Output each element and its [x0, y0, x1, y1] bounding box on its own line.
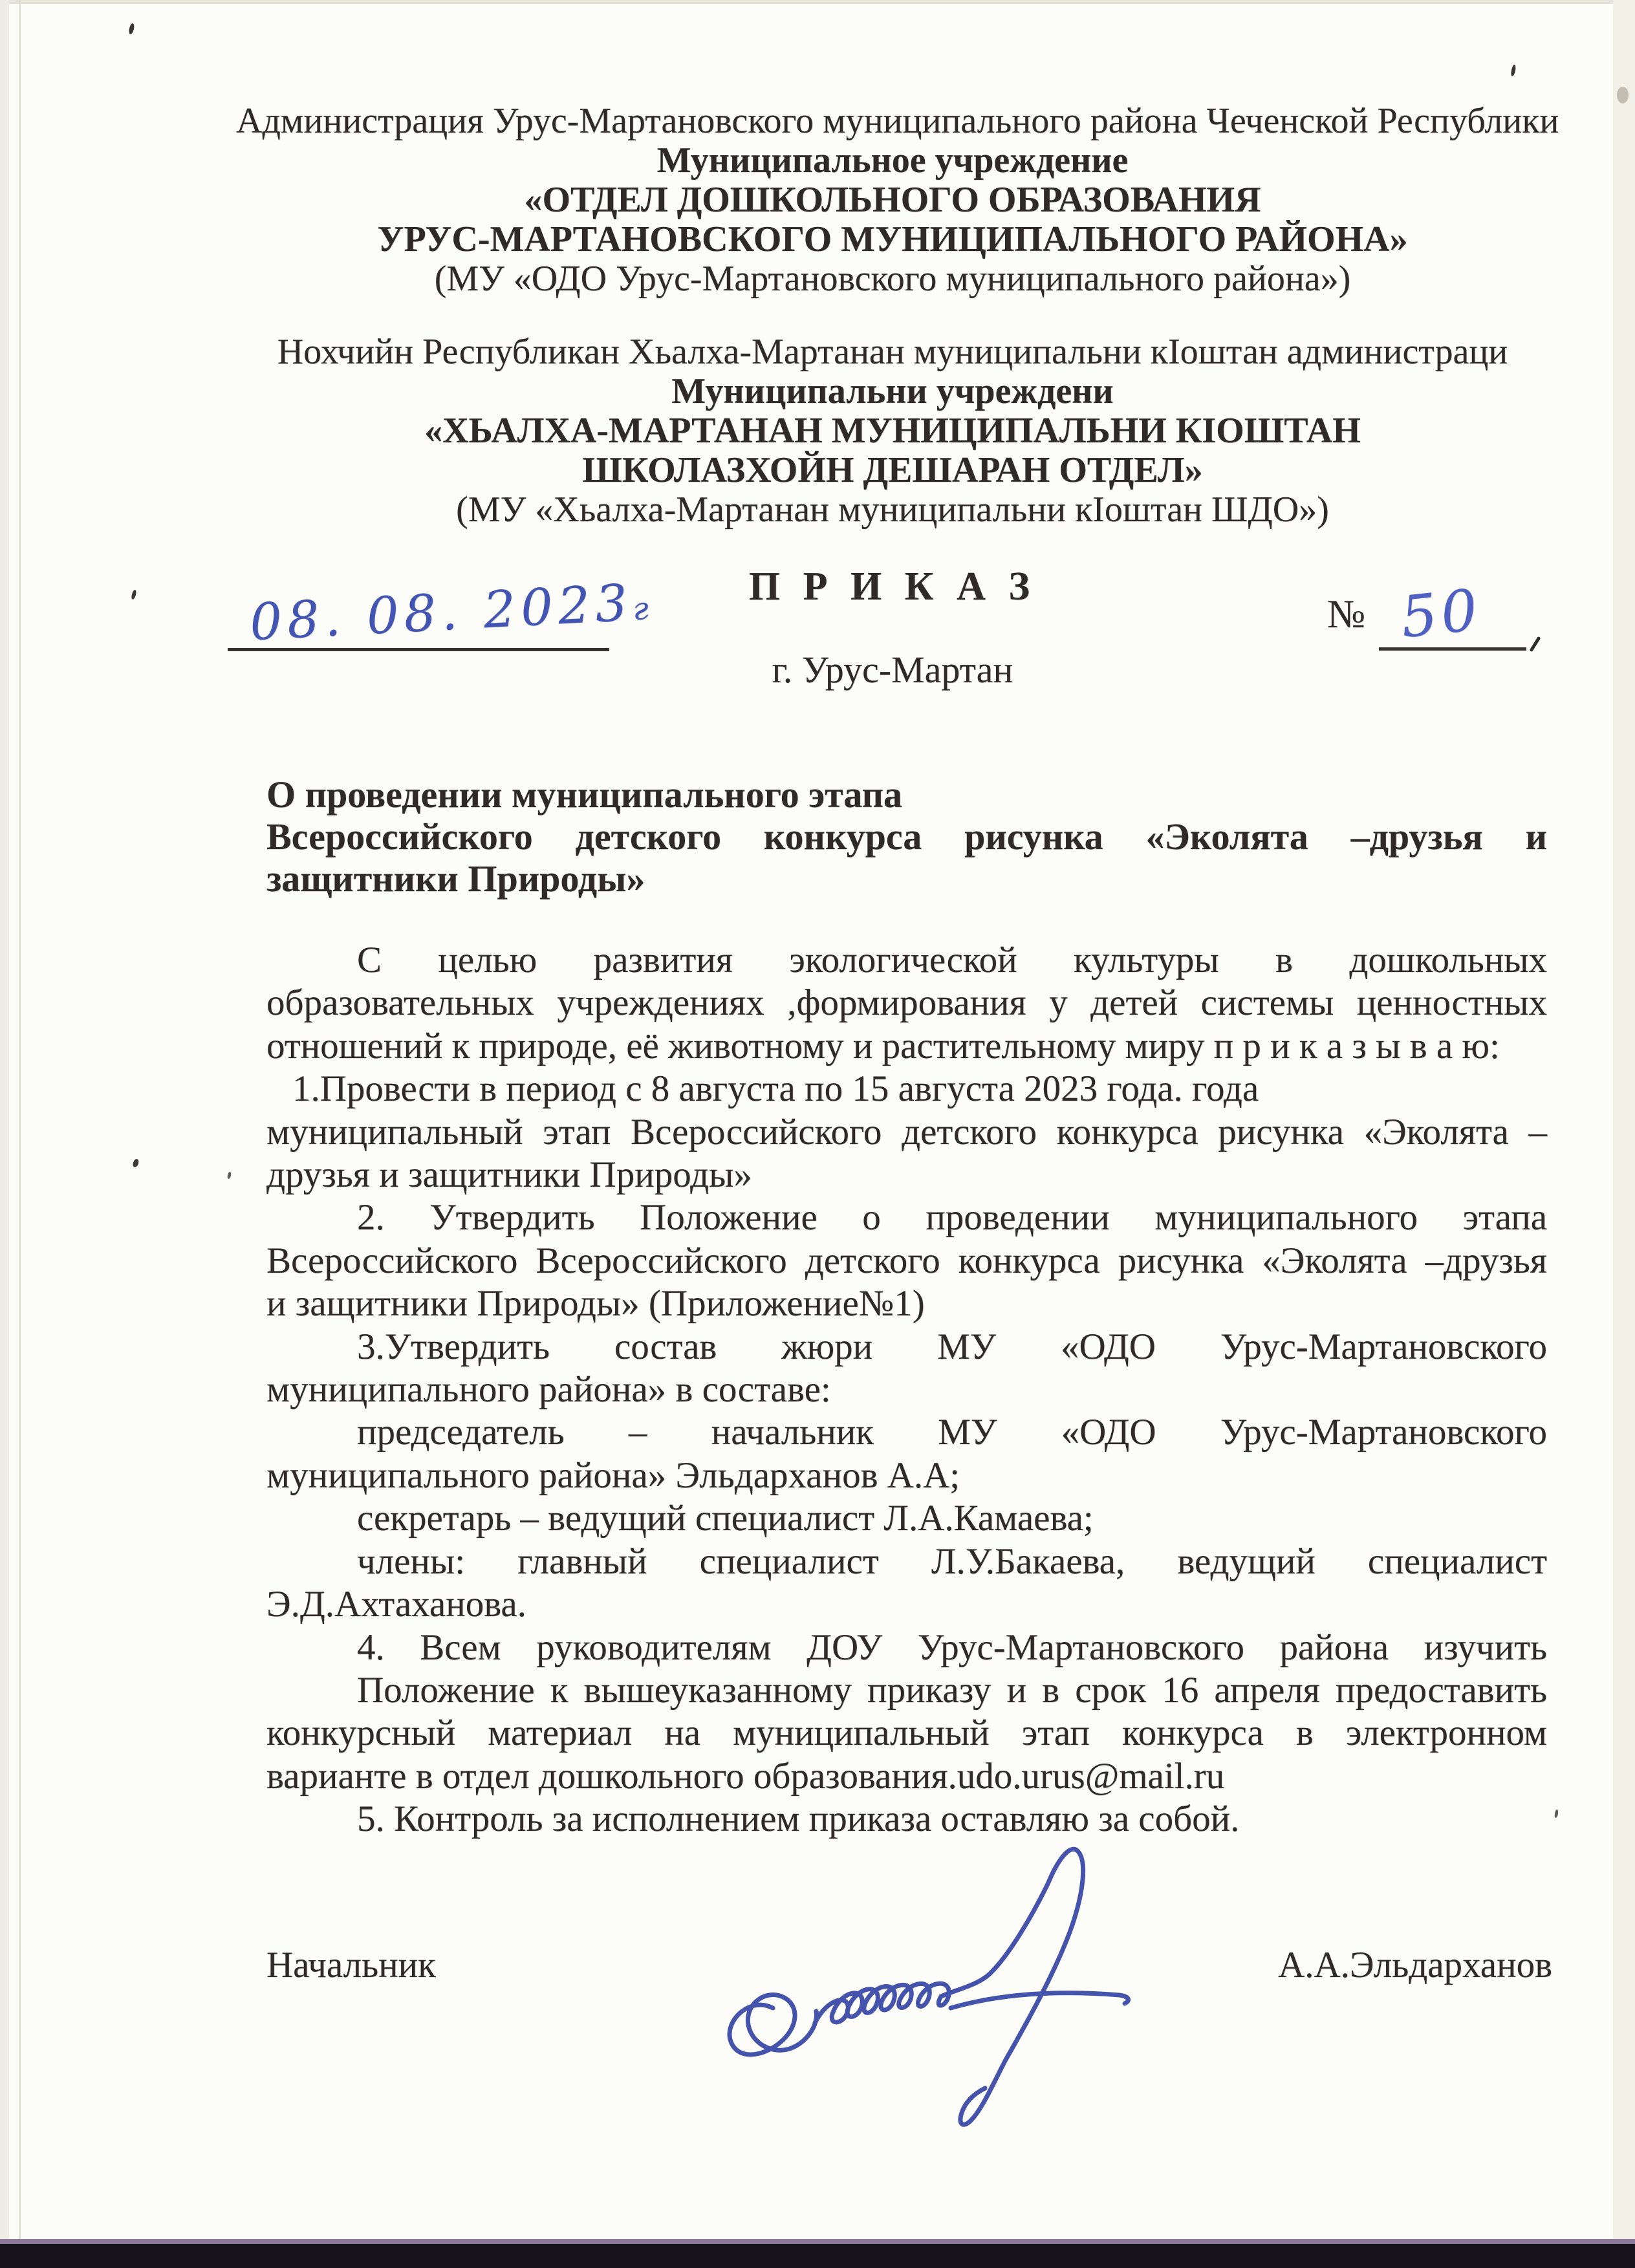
body-line: 4. Всем руководителям ДОУ Урус-Мартановского района изучить: [357, 1626, 1547, 1668]
order-subject: [266, 773, 1547, 900]
scan-bottom-bar: [0, 2244, 1635, 2268]
letterhead-che-line-5: (МУ «Хьалха-Мартанан муниципальни кІоштан ШДО»): [456, 490, 1329, 530]
scan-edge-right: [1613, 0, 1635, 2239]
body-line: муниципального района» в составе:: [266, 1369, 831, 1410]
body-line: Э.Д.Ахтаханова.: [266, 1584, 526, 1625]
handwritten-date: [248, 573, 655, 653]
signatory-name: А.А.Эльдарханов: [1278, 1945, 1552, 1985]
body-line: председатель – начальник МУ «ОДО Урус-Мартановского: [357, 1412, 1547, 1453]
numero-sign: №: [1327, 592, 1366, 636]
letterhead-che-line-3: «ХЬАЛХА-МАРТАНАН МУНИЦИПАЛЬНИ КІОШТАН: [424, 411, 1361, 451]
body-line: 3.Утвердить состав жюри МУ «ОДО Урус-Мартановского: [357, 1326, 1547, 1367]
body-line: 5. Контроль за исполнением приказа оставляю за собой.: [357, 1798, 1240, 1840]
order-place: г. Урус-Мартан: [772, 649, 1013, 691]
body-line: образовательных учреждениях ,формирования у детей системы ценностных: [266, 982, 1547, 1024]
letterhead-russian: [236, 101, 1559, 299]
body-line: муниципального района» Эльдарханов А.А;: [266, 1454, 960, 1496]
handwritten-order-number: 50: [1397, 576, 1485, 651]
letterhead-ru-line-2: Муниципальное учреждение: [656, 140, 1129, 180]
body-line: отношений к природе, её животному и растительному миру п р и к а з ы в а ю:: [266, 1025, 1500, 1066]
letterhead-ru-line-3: «ОТДЕЛ ДОШКОЛЬНОГО ОБРАЗОВАНИЯ: [524, 180, 1261, 220]
subject-line-3: защитники Природы»: [266, 858, 645, 900]
scan-edge-top: [0, 0, 1635, 4]
subject-line-2: Всероссийского детского конкурса рисунка «Эколята –друзья и: [266, 815, 1547, 858]
scan-speck: [128, 23, 135, 34]
letterhead-ru-line-5: (МУ «ОДО Урус-Мартановского муниципального района»): [434, 259, 1351, 299]
letterhead-ru-line-4: УРУС-МАРТАНОВСКОГО МУНИЦИПАЛЬНОГО РАЙОНА»: [377, 219, 1408, 259]
signature-ink: [695, 1832, 1148, 2143]
body-line: друзья и защитники Природы»: [266, 1154, 752, 1196]
body-text: [266, 939, 1547, 1841]
letterhead-ru-line-1: Администрация Урус-Мартановского муниципального района Чеченской Республики: [236, 101, 1559, 141]
body-line: члены: главный специалист Л.У.Бакаева, ведущий специалист: [357, 1540, 1547, 1582]
scan-speck: [1510, 65, 1517, 77]
body-line: муниципальный этап Всероссийского детского конкурса рисунка «Эколята –: [266, 1111, 1547, 1152]
body-line: секретарь – ведущий специалист Л.А.Камаева;: [357, 1498, 1094, 1539]
scan-speck: [1554, 1809, 1559, 1819]
scan-edge-left-line: [19, 0, 21, 2239]
letterhead-che-line-2: Муниципальни учреждени: [671, 371, 1114, 411]
handwritten-date-digits: 08. 08. 2023: [248, 574, 634, 653]
order-number-field: [1327, 576, 1534, 651]
scan-speck: [1617, 87, 1629, 103]
scan-speck: [131, 589, 137, 599]
body-line: конкурсный материал на муниципальный этап конкурса в электронном: [266, 1712, 1547, 1754]
subject-line-1: О проведении муниципального этапа: [266, 773, 903, 815]
body-line: С целью развития экологической культуры в дошкольных: [357, 940, 1547, 980]
body-line: 1.Провести в период с 8 августа по 15 августа 2023 года. года: [292, 1068, 1259, 1110]
letterhead-che-line-1: Нохчийн Республикан Хьалха-Мартанан муниципальни кІоштан администраци: [277, 332, 1508, 372]
body-line: и защитники Природы» (Приложение№1): [266, 1283, 925, 1324]
body-line: варианте в отдел дошкольного образования.udo.urus@mail.ru: [266, 1755, 1225, 1797]
scan-speck: [227, 1172, 232, 1180]
number-underline: [1379, 576, 1526, 651]
scan-purple-line: [0, 2239, 1635, 2244]
position-title: Начальник: [266, 1945, 436, 1985]
order-date-field: [228, 574, 655, 653]
handwritten-date-suffix: г: [631, 590, 655, 628]
body-line: 2. Утвердить Положение о проведении муниципального этапа: [357, 1197, 1547, 1238]
letterhead-che-line-4: ШКОЛАЗХОЙН ДЕШАРАН ОТДЕЛ»: [582, 450, 1203, 490]
scan-edge-left: [0, 0, 9, 2239]
body-line: Всероссийского Всероссийского детского конкурса рисунка «Эколята –друзья: [266, 1240, 1547, 1281]
scan-speck: [132, 1158, 140, 1168]
body-line: Положение к вышеуказанному приказу и в срок 16 апреля предоставить: [357, 1669, 1547, 1711]
letterhead-chechen: [236, 332, 1549, 530]
order-title: П Р И К А З: [748, 565, 1037, 609]
